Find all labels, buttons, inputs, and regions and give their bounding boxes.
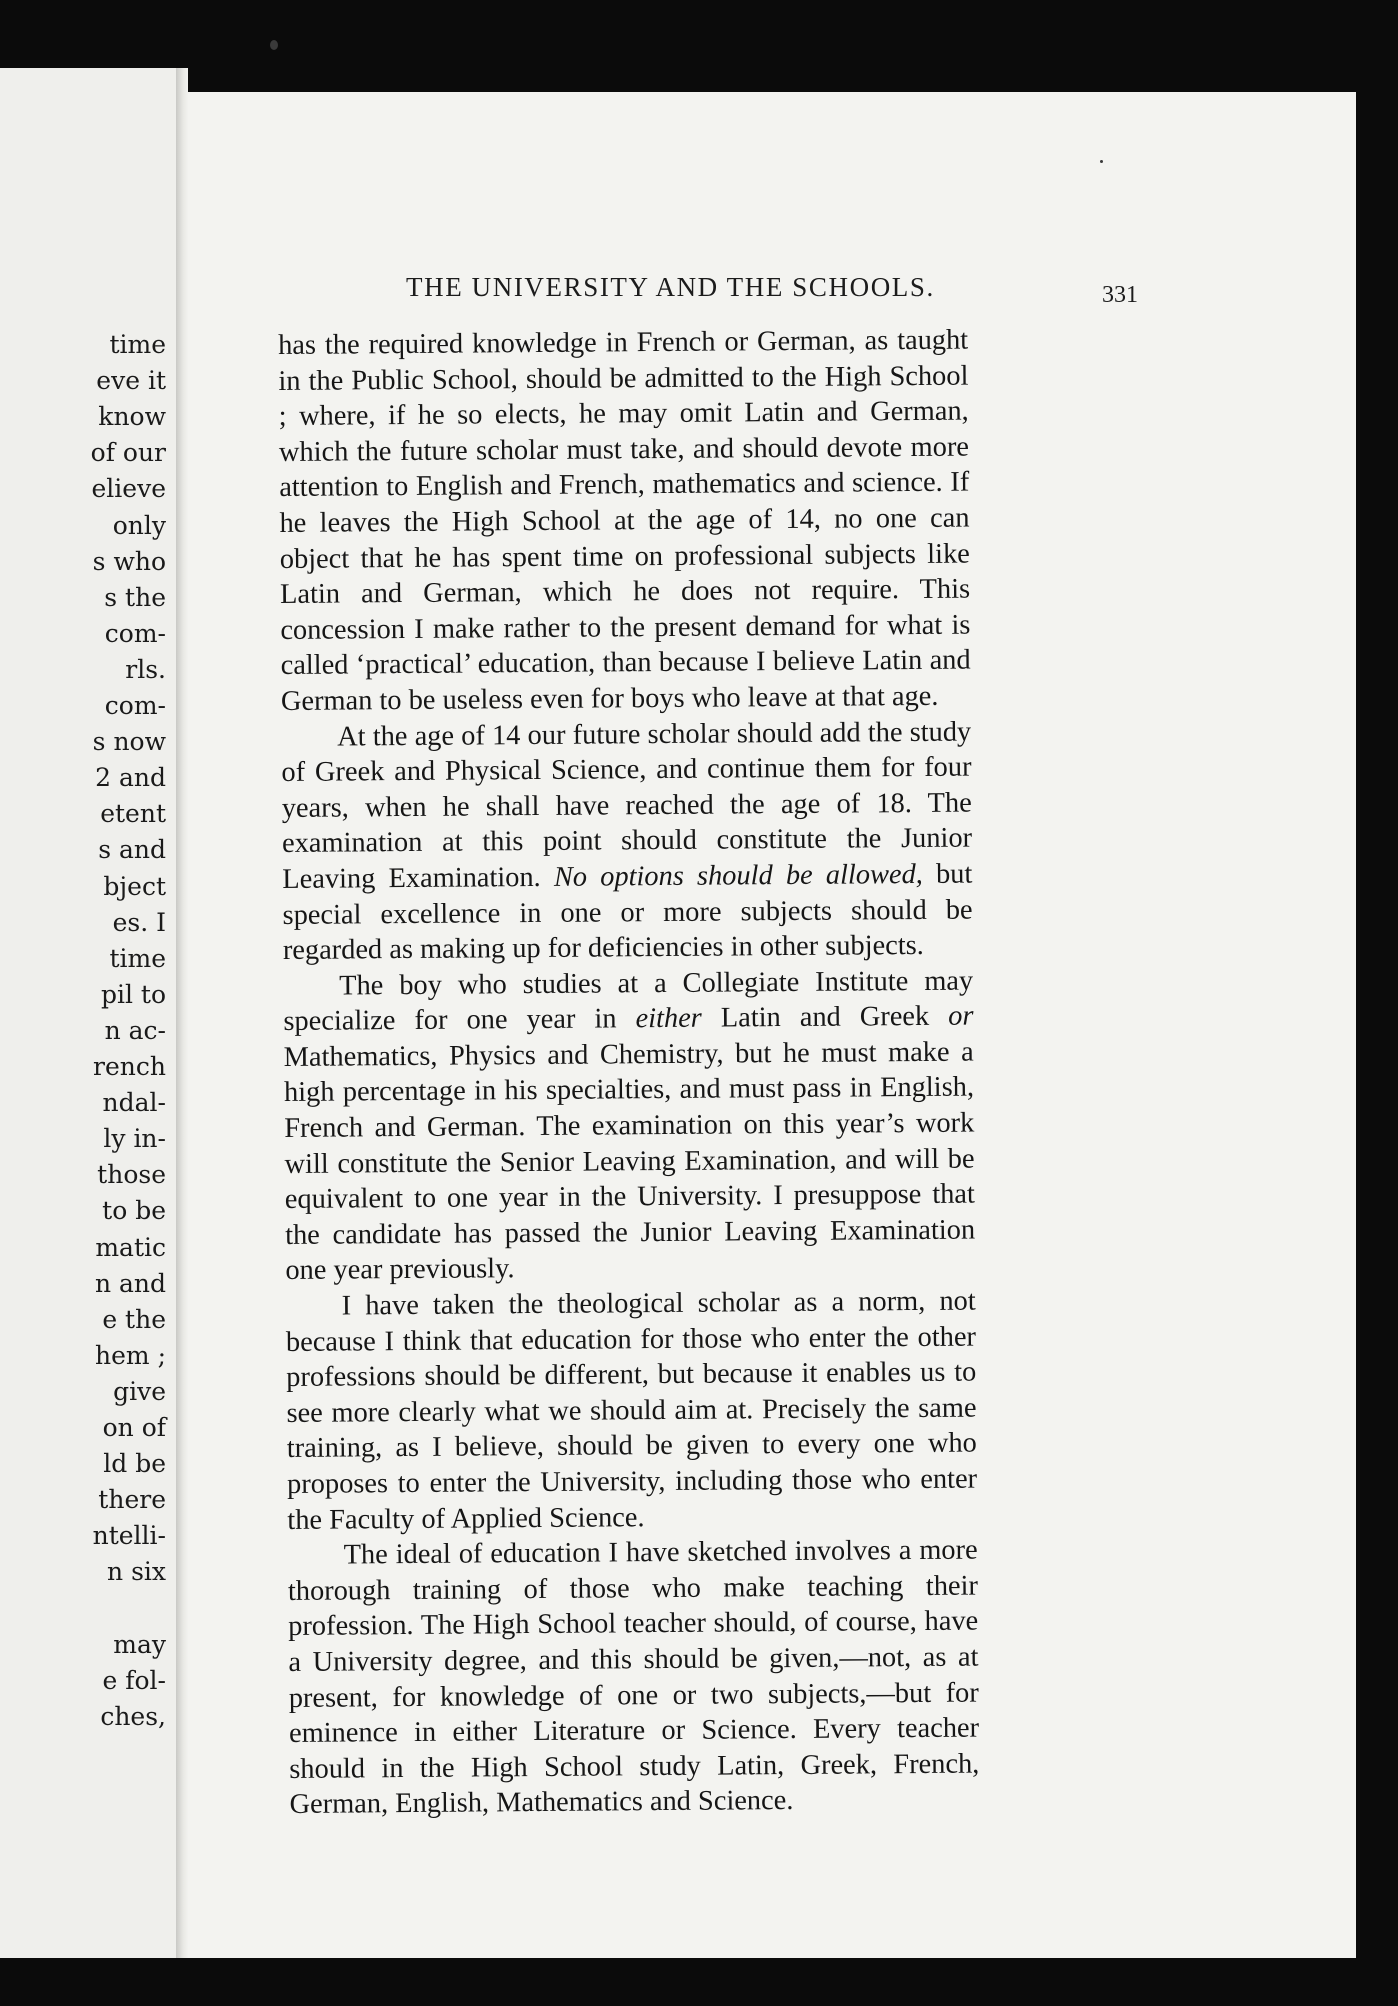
left-page-line-fragment: es. I bbox=[112, 907, 166, 937]
left-page-line-fragment: may bbox=[113, 1629, 166, 1659]
paragraph-text: Latin and Greek bbox=[701, 1001, 949, 1034]
left-facing-page bbox=[0, 68, 176, 1958]
left-page-line-fragment: of our bbox=[90, 438, 166, 468]
left-page-line-fragment: etent bbox=[100, 799, 166, 829]
left-page-line-fragment: matic bbox=[95, 1232, 166, 1262]
paragraph-text: but special excellence in one or more subjects should be regarded as making up for deficiencies in other subjects. bbox=[282, 858, 973, 967]
left-page-line-fragment: time bbox=[109, 330, 166, 359]
running-head: THE UNIVERSITY AND THE SCHOOLS. bbox=[406, 272, 935, 302]
left-page-line-fragment: only bbox=[112, 510, 166, 540]
left-page-line-fragment: e the bbox=[102, 1304, 166, 1334]
paragraph-text: The ideal of education I have sketched involves a more thorough training of those who make teaching their profession. The High School teacher should, of course, have a University degree, and this should be given,—not, as at present, for knowledge of one or two subjects,—but for eminence in either Literature or Science. Every teacher should in the High School study Latin, Greek, French, German, English, Mathematics and Science. bbox=[287, 1534, 980, 1821]
italic-text: either bbox=[635, 1002, 702, 1035]
left-page-line-fragment: s now bbox=[92, 727, 166, 757]
italic-text: or bbox=[948, 1000, 974, 1033]
left-page-line-fragment: ntelli- bbox=[92, 1521, 166, 1551]
page-edge-shadow bbox=[1356, 92, 1398, 1958]
left-page-line-fragment: bject bbox=[103, 871, 166, 901]
paragraph bbox=[281, 714, 973, 969]
left-page-line-fragment: 2 and bbox=[95, 763, 166, 793]
paragraph-text: I have taken the theological scholar as a norm, not because I think that education for those who enter the other professions should be different, but because it enables us to see more clearly what we should aim at. Precisely the same training, as I believe, should be given to every one who proposes to enter the University, including those who enter the Faculty of Applied Science. bbox=[285, 1285, 978, 1536]
left-page-line-fragment: ches, bbox=[100, 1701, 166, 1731]
paragraph bbox=[283, 963, 975, 1289]
left-page-line-fragment: give bbox=[113, 1376, 166, 1406]
left-page-line-fragment: com- bbox=[104, 691, 166, 720]
dust-speck bbox=[270, 40, 278, 50]
dust-speck bbox=[1100, 160, 1103, 163]
left-page-line-fragment: time bbox=[109, 943, 166, 973]
body-text bbox=[278, 323, 980, 1823]
left-page-line-fragment: com- bbox=[104, 618, 166, 648]
left-page-line-fragment: s who bbox=[92, 546, 166, 576]
left-page-line-fragment: those bbox=[97, 1160, 166, 1190]
left-page-line-fragment: to be bbox=[102, 1196, 166, 1226]
left-page-line-fragment: n ac- bbox=[104, 1015, 166, 1045]
left-page-line-fragment: elieve bbox=[91, 474, 166, 504]
left-page-line-fragment: hem ; bbox=[95, 1340, 166, 1370]
paragraph-text: The boy who studies at a Collegiate Institute may specialize for one year in bbox=[283, 965, 974, 1038]
left-page-line-fragment: there bbox=[98, 1485, 166, 1515]
left-page-line-fragment: know bbox=[98, 402, 166, 432]
page-number: 331 bbox=[1102, 282, 1138, 308]
left-page-line-fragment: rls. bbox=[125, 654, 166, 684]
left-page-line-fragment: rench bbox=[93, 1052, 166, 1081]
book-gutter bbox=[176, 68, 188, 1958]
left-page-line-fragment: ly in- bbox=[103, 1124, 166, 1154]
paragraph bbox=[288, 1533, 980, 1823]
left-page-line-fragment: on of bbox=[102, 1413, 166, 1442]
paragraph-text: At the age of 14 our future scholar should add the study of Greek and Physical Science, and continue them for four years, when he shall have reached the age of 18. The examination at this point should constitute the Junior Leaving Examination. bbox=[281, 716, 973, 895]
left-page-line-fragment: pil to bbox=[100, 979, 166, 1009]
left-page-line-fragment: n and bbox=[94, 1268, 166, 1298]
left-page-line-fragment: s and bbox=[98, 835, 166, 865]
italic-text: No options should be allowed, bbox=[553, 858, 923, 893]
left-page-line-fragment: eve it bbox=[96, 366, 166, 396]
paragraph bbox=[286, 1284, 978, 1539]
paragraph-text: Mathematics, Physics and Chemistry, but he must make a high percentage in his specialties, and must pass in English, French and German. The examination on this year’s work will constitute the Senior Leaving Examination, and will be equivalent to one year in the University. I presuppose that the candidate has passed the Junior Leaving Examination one year previously. bbox=[283, 1036, 976, 1287]
left-page-line-fragment: s the bbox=[104, 582, 166, 612]
right-page bbox=[188, 92, 1356, 1958]
left-page-line-fragment: ld be bbox=[103, 1449, 166, 1479]
paragraph-text: has the required knowledge in French or German, as taught in the Public School, should be admitted to the High School ; where, if he so elects, he may omit Latin and German, which the future scholar must take, and should devote more attention to English and French, mathematics and science. If he leaves the High School at the age of 14, no one can object that he has spent time on professional subjects like Latin and German, which he does not require. This concession I make rather to the present demand for what is called ‘practical’ education, than because I believe Latin and German to be useless even for boys who leave at that age. bbox=[278, 324, 971, 717]
left-page-line-fragment: ndal- bbox=[102, 1088, 166, 1118]
left-page-line-fragment: n six bbox=[107, 1557, 166, 1587]
left-page-line-fragment: e fol- bbox=[102, 1665, 166, 1695]
paragraph bbox=[278, 323, 971, 720]
